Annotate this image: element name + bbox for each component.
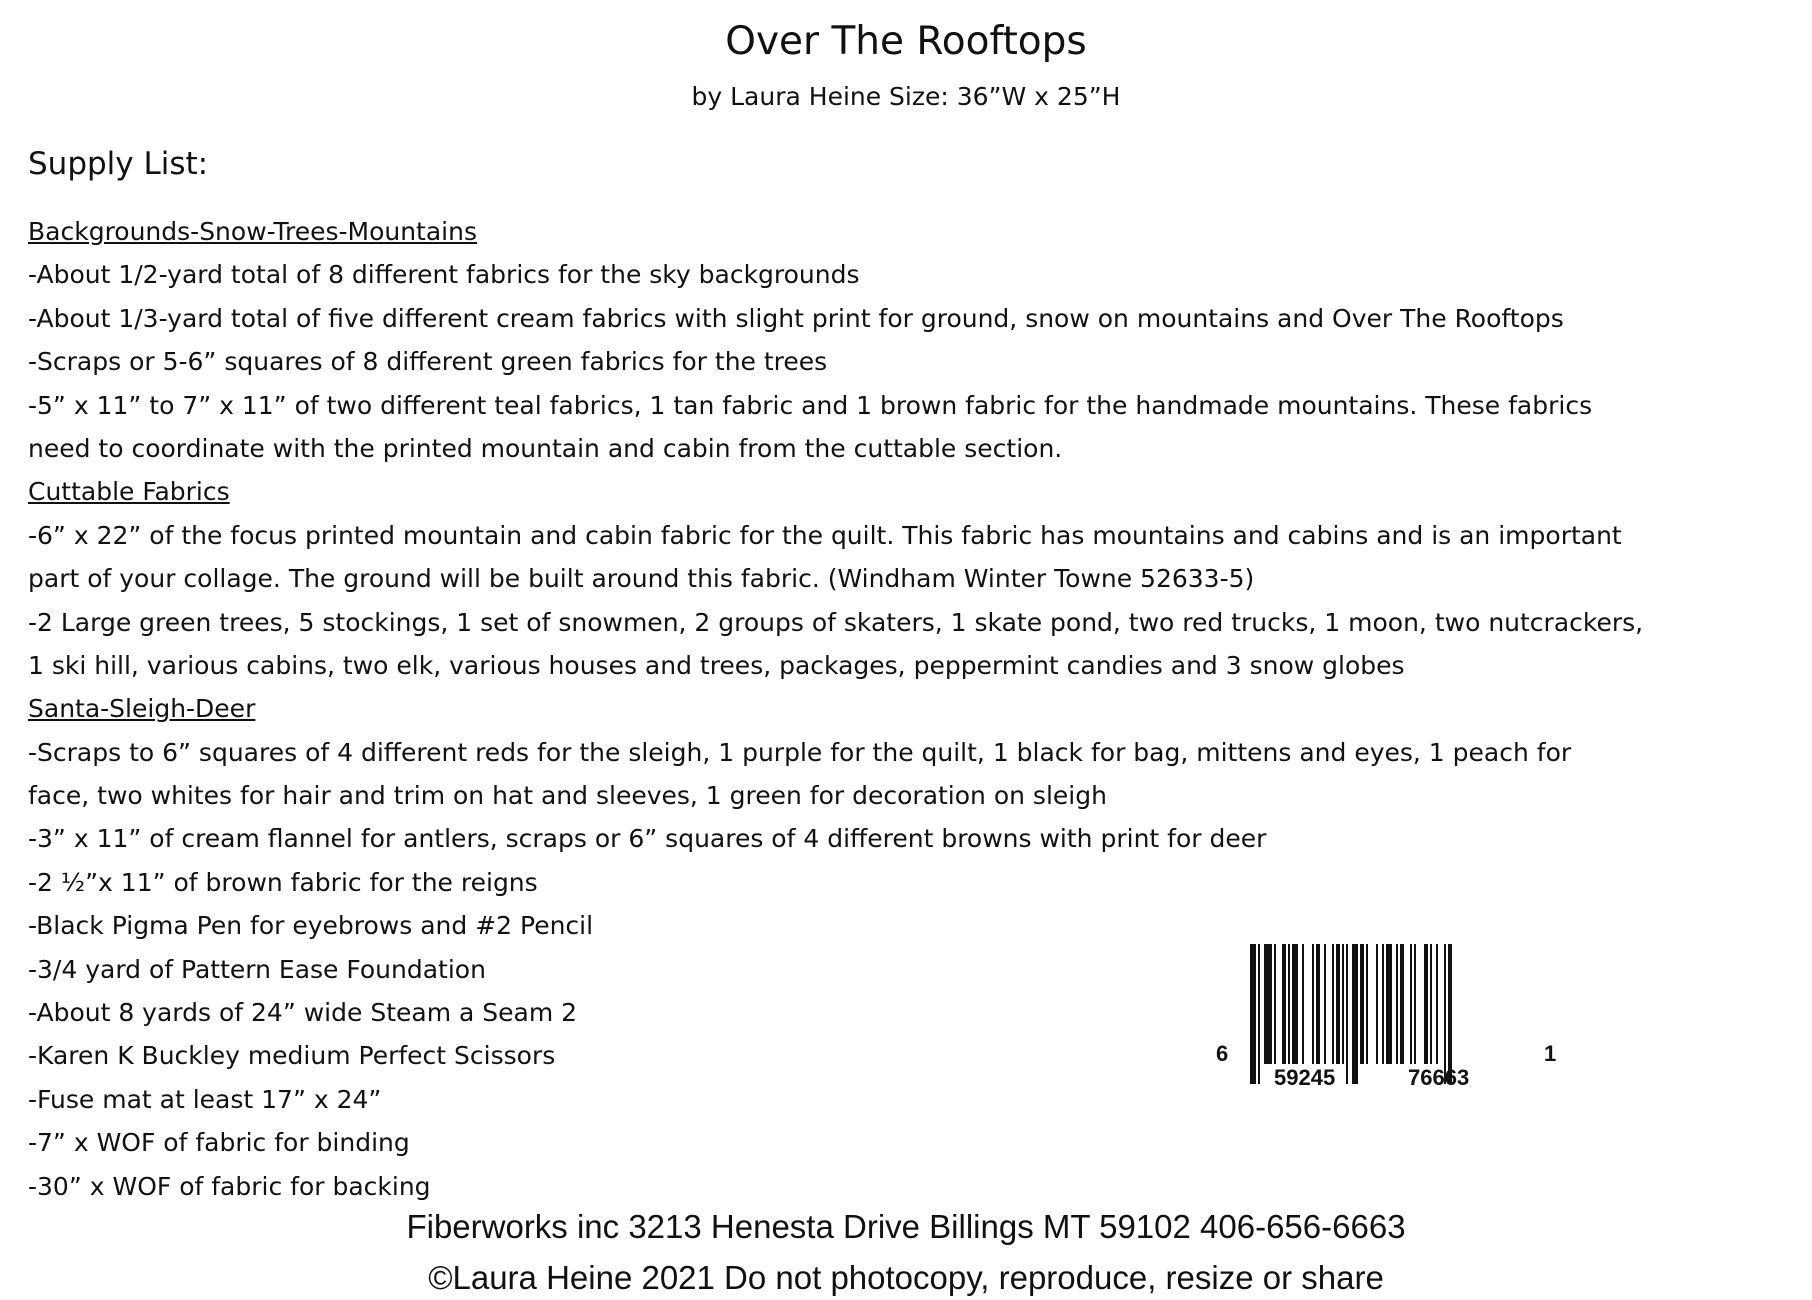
supply-item: -About 1/2-yard total of 8 different fabrics for the sky backgrounds [28,260,860,290]
barcode-bar [1324,944,1326,1064]
barcode-bar [1346,944,1348,1084]
footer-copyright: ©Laura Heine 2021 Do not photocopy, reproduce, resize or share [428,1259,1384,1296]
barcode-bar [1366,944,1368,1064]
barcode-bar [1312,944,1314,1064]
barcode-bar [1444,944,1446,1084]
barcode-bar [1382,944,1384,1064]
supply-item: -Scraps or 5-6” squares of 8 different green fabrics for the trees [28,347,828,377]
supply-item: -5” x 11” to 7” x 11” of two different teal fabrics, 1 tan fabric and 1 brown fabric for the handmade mountains. These fabrics [28,390,1593,420]
section-heading: Cuttable Fabrics [28,477,230,507]
barcode-bar [1448,944,1452,1084]
barcode [1212,944,1557,1094]
barcode-bar [1352,944,1358,1084]
supply-item: 1 ski hill, various cabins, two elk, various houses and trees, packages, peppermint candies and 3 snow globes [28,650,1405,680]
supply-item: -Black Pigma Pen for eyebrows and #2 Pencil [28,911,594,941]
barcode-bar [1302,944,1304,1064]
barcode-bar [1430,944,1432,1064]
subtitle: by Laura Heine Size: 36”W x 25”H [691,82,1121,111]
supply-item: face, two whites for hair and trim on hat and sleeves, 1 green for decoration on sleigh [28,781,1107,811]
barcode-bar [1282,944,1286,1064]
barcode-bar [1360,944,1364,1064]
barcode-lead-digit: 6 [1216,1041,1229,1066]
supply-list-heading: Supply List: [28,146,209,182]
page-title: Over The Rooftops [725,19,1087,64]
barcode-bar [1332,944,1334,1064]
barcode-bar [1316,944,1320,1064]
barcode-bar [1264,944,1272,1064]
supply-item: -2 ½”x 11” of brown fabric for the reigns [28,867,538,897]
barcode-bar [1424,944,1428,1064]
barcode-check-digit: 1 [1544,1041,1557,1066]
supply-item: -7” x WOF of fabric for binding [28,1128,410,1158]
supply-item: -2 Large green trees, 5 stockings, 1 set of snowmen, 2 groups of skaters, 1 skate pond, two red trucks, 1 moon, two nutcrackers, [28,607,1644,637]
supply-item: -6” x 22” of the focus printed mountain and cabin fabric for the quilt. This fabric has mountains and cabins and is an important [28,520,1622,550]
barcode-right-group: 76663 [1408,1065,1470,1090]
barcode-bar [1376,944,1378,1064]
barcode-bar [1292,944,1298,1064]
barcode-bar [1342,944,1344,1064]
supply-item: -Karen K Buckley medium Perfect Scissors [28,1041,556,1071]
barcode-bar [1288,944,1290,1064]
barcode-bar [1386,944,1392,1064]
barcode-bar [1336,944,1340,1064]
section-heading: Santa-Sleigh-Deer [28,694,256,724]
barcode-bar [1400,944,1404,1064]
supply-item: -3/4 yard of Pattern Ease Foundation [28,954,486,984]
barcode-bar [1250,944,1256,1084]
supply-item: -Scraps to 6” squares of 4 different reds for the sleigh, 1 purple for the quilt, 1 black for bag, mittens and eyes, 1 peach for [28,737,1572,767]
supply-item: -Fuse mat at least 17” x 24” [28,1084,382,1114]
footer-address: Fiberworks inc 3213 Henesta Drive Billings MT 59102 406-656-6663 [406,1208,1406,1245]
barcode-bar [1414,944,1416,1064]
barcode-bar [1258,944,1260,1084]
supply-item: -3” x 11” of cream flannel for antlers, scraps or 6” squares of 4 different browns with print for deer [28,824,1267,854]
supply-item: -About 8 yards of 24” wide Steam a Seam 2 [28,998,578,1028]
barcode-bar [1396,944,1398,1064]
supply-item: part of your collage. The ground will be built around this fabric. (Windham Winter Towne 52633-5) [28,564,1255,594]
barcode-bar [1274,944,1276,1064]
barcode-bars [1212,944,1552,1094]
supply-item: -30” x WOF of fabric for backing [28,1171,431,1201]
barcode-left-group: 59245 [1274,1065,1336,1090]
section-heading: Backgrounds-Snow-Trees-Mountains [28,217,477,246]
barcode-bar [1436,944,1438,1064]
barcode-bar [1410,944,1412,1064]
supply-item: -About 1/3-yard total of five different cream fabrics with slight print for ground, snow on mountains and Over The Rooftops [28,303,1564,333]
supply-item: need to coordinate with the printed mountain and cabin from the cuttable section. [28,433,1063,463]
